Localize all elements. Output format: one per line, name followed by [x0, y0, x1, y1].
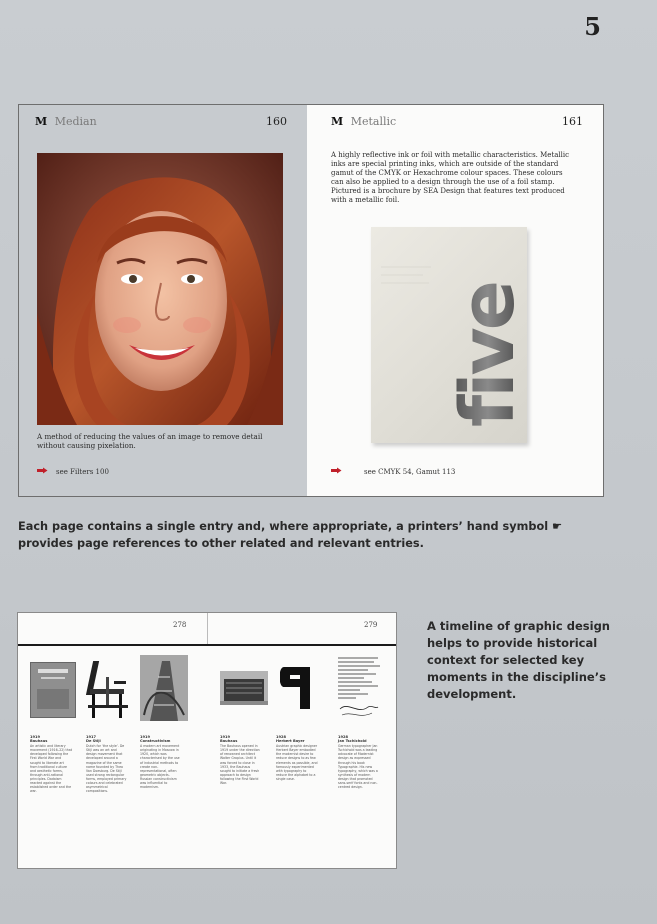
timeline-entry — [220, 735, 262, 785]
timeline-entry — [30, 735, 72, 793]
brochure-word: five — [445, 283, 527, 427]
timeline-year: 1928 — [276, 735, 287, 739]
portrait-photo — [37, 153, 283, 425]
page-number: 5 — [584, 12, 601, 41]
entry-letter: M — [35, 115, 48, 128]
timeline-year: 1919 — [140, 735, 151, 739]
timeline-image-constructivist-tower — [140, 655, 188, 721]
entry-caption: A method of reducing the values of an image to remove detail without causing pixelation. — [37, 432, 263, 450]
spread-divider — [207, 613, 208, 646]
timeline-image-tschichold-text — [338, 655, 382, 721]
timeline-body: An artistic and literary movement (1916–22) that developed following the First World War and sought to liberate art from traditional culture and aesthetic forms, through anti-rational principles. Dadaism reacted against the established order and the war. — [30, 744, 72, 794]
timeline-explanation: A timeline of graphic design helps to provide historical context for selected key moments in the discipline’s development. — [427, 619, 610, 701]
timeline-year: 1919 — [220, 735, 231, 739]
book-spread-median-metallic — [18, 104, 604, 497]
timeline-name: Bauhaus — [30, 739, 48, 744]
timeline-year: 1919 — [30, 735, 41, 739]
page-median — [19, 105, 307, 496]
timeline-entry — [86, 735, 128, 793]
timeline-body: A modern art movement originating in Moscow in 1920, which was characterised by the use of industrial methods to create non-representational, often geometric objects. Russian constructivism was influential to modernism. — [140, 744, 180, 790]
timeline-body: Dutch for ‘the style’. De Stijl was an art and design movement that developed around a magazine of the same name founded by Theo Van Doesburg. De Stijl used strong rectangular forms, employed primary colours and celebrated asymmetrical compositions. — [86, 744, 127, 794]
see-reference — [331, 467, 455, 476]
timeline-name: De Stijl — [86, 739, 101, 744]
timeline-image-bauhaus-building — [220, 671, 268, 705]
entry-letter: M — [331, 115, 344, 128]
entry-page-number: 161 — [562, 115, 583, 128]
timeline-name: Jan Tschichold — [338, 739, 367, 744]
entry-description: A highly reflective ink or foil with metallic characteristics. Metallic inks are special printing inks, which are outside of the standard gamut of the CMYK or Hexachrome colour spaces. These colours can also be applied to a design through the use of a foil stamp. Pictured is a brochure by SEA Design that features text produced with a metallic foil. — [331, 151, 570, 205]
pointing-hand-icon — [37, 467, 48, 476]
timeline-name: Constructivism — [140, 739, 171, 744]
timeline-year: 1928 — [338, 735, 349, 739]
pointing-hand-icon — [331, 467, 342, 476]
timeline-name: Herbert Bayer — [276, 739, 305, 744]
see-reference-text: see Filters 100 — [56, 467, 109, 476]
entry-word: Median — [54, 115, 97, 128]
entry-header-median — [35, 115, 287, 128]
timeline-image-red-blue-chair — [86, 657, 130, 719]
book-spread-timeline — [17, 612, 397, 869]
timeline-name: Bauhaus — [220, 739, 238, 744]
timeline-year: 1917 — [86, 735, 97, 739]
timeline-left-page-number: 278 — [173, 621, 187, 629]
timeline-image-bayer-glyph — [280, 663, 318, 713]
timeline-entry — [338, 735, 380, 789]
timeline-right-page-number: 279 — [364, 621, 378, 629]
timeline-body: The Bauhaus opened in 1919 under the direction of renowned architect Walter Gropius. Until it was forced to close in 1933, the Bauhaus sought to initiate a fresh approach to design following the First World War. — [220, 744, 260, 786]
brochure-image — [371, 227, 527, 443]
entry-word: Metallic — [350, 115, 397, 128]
explanatory-text: Each page contains a single entry and, where appropriate, a printers’ hand symbol ☛ provides page references to other related and relevant entries. — [18, 520, 563, 550]
entry-header-metallic — [331, 115, 583, 128]
see-reference-text: see CMYK 54, Gamut 113 — [364, 467, 456, 476]
timeline-entry — [140, 735, 182, 789]
entry-page-number: 160 — [266, 115, 287, 128]
timeline-rule — [18, 644, 396, 646]
timeline-body: Austrian graphic designer Herbert Bayer embodied the modernist desire to reduce designs to as few elements as possible, and famously experimented with typography to reduce the alphabet to a single case. — [276, 744, 318, 781]
timeline-body: German typographer Jan Tschichold was a leading advocate of Modernist design as expressed through his book Typographie. His new typography, which was a synthesis of modern design that promoted sans-serif fonts and non-centred design. — [338, 744, 378, 790]
see-reference — [37, 467, 109, 476]
page-metallic — [307, 105, 603, 496]
timeline-entry — [276, 735, 318, 781]
timeline-image-dada-magazine — [30, 662, 76, 718]
